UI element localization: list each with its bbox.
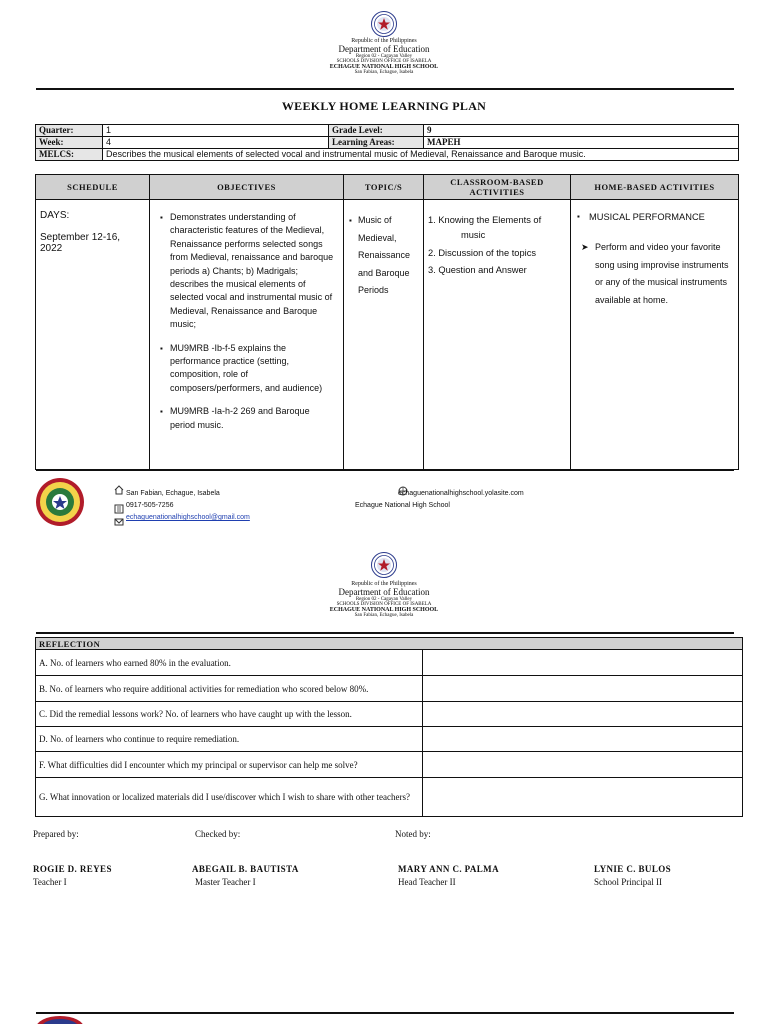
objective-item: ▪ MU9MRB -Ia-h-2 269 and Baroque period music. (160, 405, 337, 432)
footer-address: San Fabian, Echague, Isabela (126, 490, 220, 497)
republic-text: Republic of the Philippines (351, 38, 417, 44)
address-text: San Fabian, Echague, Isabela (354, 70, 414, 75)
objective-item: ▪ Demonstrates understanding of characteristic features of the Medieval, Renaissance performs selected songs from Medieval, renaissance and baroque periods a) Chants; b) Madrigals; describes the musical elements of selected vocal and instrumental music of Medieval, Renaissance and Baroque music; (160, 211, 337, 332)
department-text: Department of Education (338, 44, 430, 54)
signatory-name: ROGIE D. REYES (33, 864, 112, 874)
header-divider-2 (36, 632, 734, 634)
schedule-cell (36, 200, 150, 470)
region-text: Region 02 - Cagayan Valley (355, 54, 413, 59)
classroom-cell (424, 200, 571, 470)
signatory-position: Master Teacher I (195, 877, 256, 887)
topics-cell (344, 200, 424, 470)
days-label: DAYS: (40, 210, 70, 221)
signatory-position: Head Teacher II (398, 877, 456, 887)
home-cell (571, 200, 739, 470)
region-text: Region 02 - Cagayan Valley (355, 597, 413, 602)
footer-school-name: Echague National High School (355, 502, 450, 509)
reflection-row: A. No. of learners who earned 80% in the evaluation. (36, 650, 423, 676)
reflection-row: B. No. of learners who require additional activities for remediation who scored below 80%. (36, 676, 423, 702)
header-objectives: OBJECTIVES (150, 175, 344, 200)
signatory-position: School Principal II (594, 877, 662, 887)
school-logo-icon (35, 477, 85, 527)
footer-divider (36, 469, 734, 471)
plan-table (35, 174, 739, 470)
quarter-value: 1 (103, 125, 329, 137)
reflection-answer[interactable] (423, 727, 743, 752)
home-title: ▪ MUSICAL PERFORMANCE (577, 212, 734, 222)
header-block (0, 38, 768, 75)
reflection-answer[interactable] (423, 676, 743, 702)
department-text: Department of Education (338, 587, 430, 597)
school-logo-icon (35, 1016, 85, 1024)
deped-seal-icon (371, 11, 397, 37)
republic-text: Republic of the Philippines (351, 581, 417, 587)
classroom-item: 3. Question and Answer (428, 265, 527, 275)
header-classroom: CLASSROOM-BASED ACTIVITIES (424, 175, 571, 200)
school-text: ECHAGUE NATIONAL HIGH SCHOOL (329, 607, 439, 613)
signatory-position: Teacher I (33, 877, 67, 887)
header-block-2 (0, 581, 768, 618)
reflection-table (35, 637, 743, 817)
header-home: HOME-BASED ACTIVITIES (571, 175, 739, 200)
classroom-item: 2. Discussion of the topics (428, 248, 536, 258)
header-schedule: SCHEDULE (36, 175, 150, 200)
reflection-header: REFLECTION (36, 638, 743, 650)
reflection-row: D. No. of learners who continue to require remediation. (36, 727, 423, 752)
objectives-cell (150, 200, 344, 470)
address-text: San Fabian, Echague, Isabela (354, 613, 414, 618)
checked-label: Checked by: (195, 829, 241, 839)
footer-email-link[interactable]: echaguenationalhighschool@gmail.com (126, 514, 250, 521)
info-table (35, 124, 739, 161)
reflection-answer[interactable] (423, 778, 743, 817)
melcs-value: Describes the musical elements of selected vocal and instrumental music of Medieval, Renaissance and Baroque music. (103, 149, 739, 161)
reflection-row: C. Did the remedial lessons work? No. of learners who have caught up with the lesson. (36, 702, 423, 727)
signatory-name: MARY ANN C. PALMA (398, 864, 499, 874)
home-activity: ➤ Perform and video your favorite song using improvise instruments or any of the musical instruments available at home. (577, 239, 734, 309)
division-text: SCHOOLS DIVISION OFFICE OF ISABELA (336, 602, 432, 607)
page-title: WEEKLY HOME LEARNING PLAN (281, 99, 487, 113)
grade-value: 9 (424, 125, 739, 137)
header-divider (36, 88, 734, 90)
topic-item: ▪ Music of Medieval, Renaissance and Baroque Periods (349, 212, 419, 300)
house-icon (114, 482, 124, 492)
deped-seal-icon (371, 552, 397, 578)
signatory-name: ABEGAIL B. BAUTISTA (192, 864, 299, 874)
header-topics: TOPIC/S (344, 175, 424, 200)
area-label: Learning Areas: (329, 137, 424, 149)
reflection-answer[interactable] (423, 650, 743, 676)
area-value: MAPEH (424, 137, 739, 149)
melcs-label: MELCS: (36, 149, 103, 161)
mail-icon (114, 514, 124, 524)
classroom-item: 1. Knowing the Elements of (428, 215, 542, 225)
division-text: SCHOOLS DIVISION OFFICE OF ISABELA (336, 59, 432, 64)
dates-text: September 12-16, 2022 (40, 232, 121, 254)
reflection-row: F. What difficulties did I encounter which my principal or supervisor can help me solve? (36, 752, 423, 778)
footer-phone: 0917-505-7256 (126, 502, 174, 509)
classroom-item: music (461, 230, 486, 240)
week-label: Week: (36, 137, 103, 149)
objective-item: ▪ MU9MRB -Ib-f-5 explains the performance practice (setting, composition, role of composers/performers, and audience) (160, 342, 337, 396)
school-text: ECHAGUE NATIONAL HIGH SCHOOL (329, 64, 439, 70)
noted-label: Noted by: (395, 829, 431, 839)
grade-label: Grade Level: (329, 125, 424, 137)
footer-divider-2 (36, 1012, 734, 1014)
week-value: 4 (103, 137, 329, 149)
reflection-answer[interactable] (423, 752, 743, 778)
reflection-answer[interactable] (423, 702, 743, 727)
quarter-label: Quarter: (36, 125, 103, 137)
signatory-name: LYNIE C. BULOS (594, 864, 672, 874)
prepared-label: Prepared by: (33, 829, 79, 839)
reflection-row: G. What innovation or localized materials did I use/discover which I wish to share with other teachers? (36, 778, 423, 817)
footer-website[interactable]: echaguenationalhighschool.yolasite.com (398, 490, 524, 497)
phone-icon (114, 501, 124, 511)
